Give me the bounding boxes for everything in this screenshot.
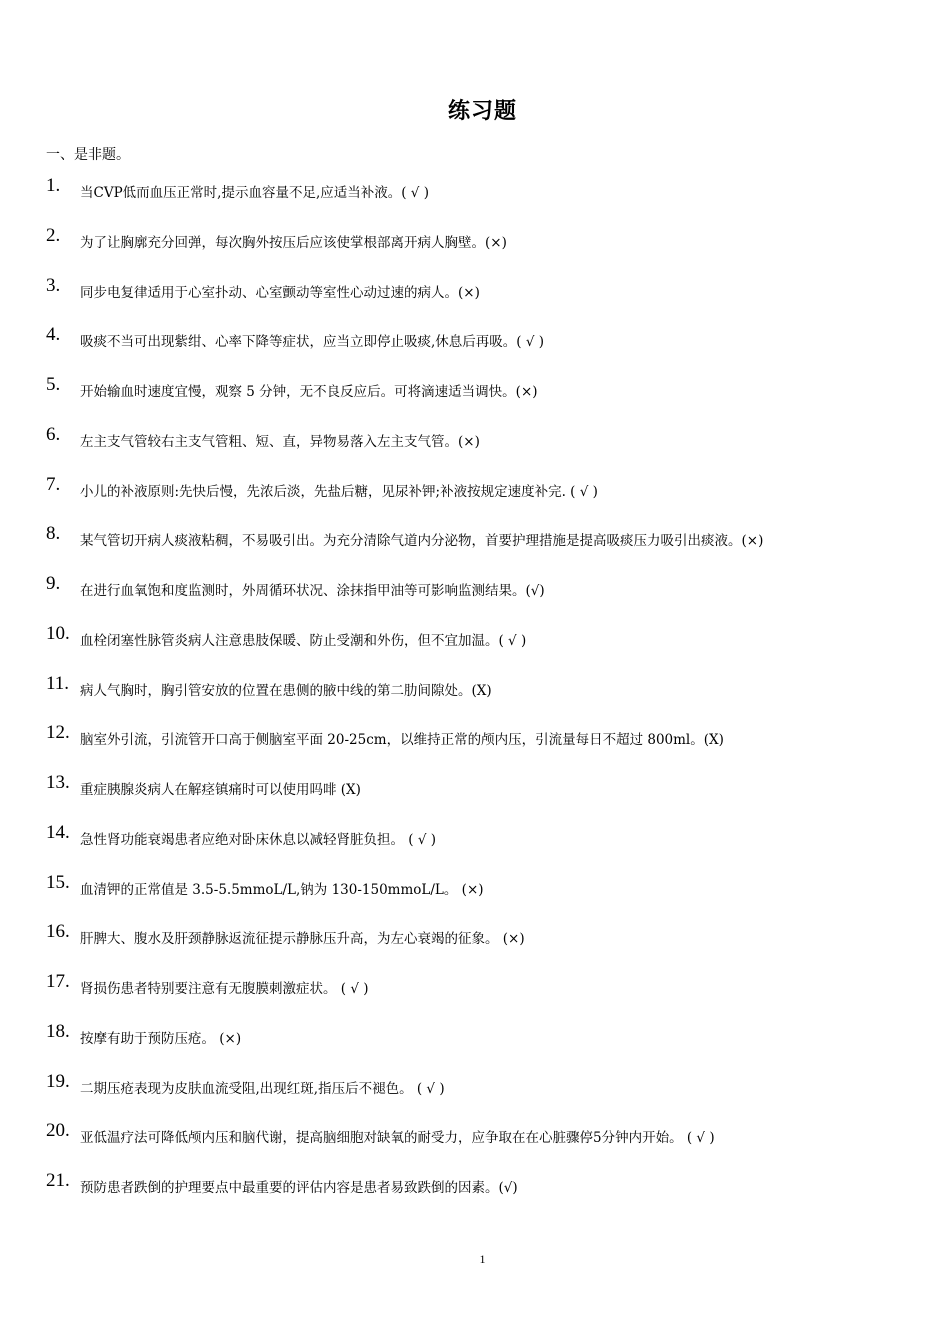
question-item bbox=[0, 270, 950, 320]
question-text: 脑室外引流，引流管开口高于侧脑室平面 20-25cm，以维持正常的颅内压，引流量每日不超过 800ml。(X) bbox=[80, 732, 724, 749]
question-item bbox=[0, 319, 950, 369]
question-text: 二期压疮表现为皮肤血流受阻,出现红斑,指压后不褪色。 ( √ ) bbox=[80, 1080, 445, 1097]
question-list bbox=[0, 170, 950, 1215]
question-number: 7. bbox=[46, 473, 61, 495]
question-text: 预防患者跌倒的护理要点中最重要的评估内容是患者易致跌倒的因素。(√) bbox=[80, 1180, 518, 1196]
question-item bbox=[0, 469, 950, 519]
question-number: 15. bbox=[46, 871, 70, 893]
question-item bbox=[0, 1016, 950, 1066]
question-text: 按摩有助于预防压疮。 (×) bbox=[80, 1030, 242, 1047]
question-number: 21. bbox=[46, 1170, 70, 1191]
question-number: 11. bbox=[46, 672, 70, 694]
question-number: 10. bbox=[46, 622, 70, 644]
question-text: 急性肾功能衰竭患者应绝对卧床休息以减轻肾脏负担。 ( √ ) bbox=[80, 831, 437, 848]
question-item bbox=[0, 170, 950, 220]
question-text: 肾损伤患者特别要注意有无腹膜刺激症状。 ( √ ) bbox=[80, 981, 369, 997]
question-text: 血栓闭塞性脉管炎病人注意患肢保暖、防止受潮和外伤，但不宜加温。( √ ) bbox=[80, 632, 527, 649]
question-item bbox=[0, 916, 950, 966]
question-number: 1. bbox=[46, 175, 61, 196]
question-number: 14. bbox=[46, 821, 70, 843]
question-number: 19. bbox=[46, 1070, 70, 1092]
question-item bbox=[0, 518, 950, 568]
question-item bbox=[0, 618, 950, 668]
question-text: 当CVP低而血压正常时,提示血容量不足,应适当补液。( √ ) bbox=[80, 185, 429, 201]
page-title: 练习题 bbox=[447, 99, 517, 124]
question-text: 为了让胸廓充分回弹，每次胸外按压后应该使掌根部离开病人胸壁。(×) bbox=[80, 234, 507, 251]
question-item bbox=[0, 668, 950, 718]
question-item bbox=[0, 419, 950, 469]
question-number: 20. bbox=[46, 1120, 70, 1142]
question-text: 同步电复律适用于心室扑动、心室颤动等室性心动过速的病人。(×) bbox=[80, 284, 480, 301]
page-number: 1 bbox=[479, 1252, 486, 1266]
question-number: 3. bbox=[46, 274, 61, 296]
question-number: 8. bbox=[46, 523, 61, 545]
question-number: 4. bbox=[46, 324, 61, 346]
question-item bbox=[0, 369, 950, 419]
question-item bbox=[0, 1115, 950, 1165]
question-number: 17. bbox=[46, 971, 70, 992]
question-item bbox=[0, 1165, 950, 1215]
question-text: 吸痰不当可出现紫绀、心率下降等症状，应当立即停止吸痰,休息后再吸。( √ ) bbox=[80, 334, 545, 351]
question-text: 肝脾大、腹水及肝颈静脉返流征提示静脉压升高，为左心衰竭的征象。 (×) bbox=[80, 931, 525, 948]
question-number: 9. bbox=[46, 573, 61, 594]
question-text: 亚低温疗法可降低颅内压和脑代谢，提高脑细胞对缺氧的耐受力，应争取在在心脏骤停5分钟内开始。 ( √ ) bbox=[80, 1130, 715, 1147]
question-text: 左主支气管较右主支气管粗、短、直，异物易落入左主支气管。(×) bbox=[80, 433, 480, 450]
question-text: 病人气胸时，胸引管安放的位置在患侧的腋中线的第二肋间隙处。(X) bbox=[80, 682, 492, 699]
question-number: 13. bbox=[46, 772, 70, 793]
question-item bbox=[0, 220, 950, 270]
section-heading: 一、是非题。 bbox=[46, 147, 130, 163]
question-item bbox=[0, 717, 950, 767]
question-text: 小儿的补液原则:先快后慢，先浓后淡，先盐后糖，见尿补钾;补液按规定速度补完. ( √ ) bbox=[80, 483, 598, 500]
question-number: 18. bbox=[46, 1020, 70, 1042]
question-number: 5. bbox=[46, 374, 61, 395]
question-item bbox=[0, 568, 950, 618]
question-number: 2. bbox=[46, 224, 61, 246]
question-text: 开始输血时速度宜慢，观察 5 分钟，无不良反应后。可将滴速适当调快。(×) bbox=[80, 384, 538, 400]
question-text: 某气管切开病人痰液粘稠，不易吸引出。为充分清除气道内分泌物，首要护理措施是提高吸痰压力吸引出痰液。(×) bbox=[80, 533, 764, 550]
question-item bbox=[0, 767, 950, 817]
question-text: 重症胰腺炎病人在解痉镇痛时可以使用吗啡 (X) bbox=[80, 782, 361, 798]
question-text: 血清钾的正常值是 3.5-5.5mmoL/L,钠为 130-150mmoL/L。 (×) bbox=[80, 881, 484, 898]
question-number: 6. bbox=[46, 423, 61, 445]
question-number: 12. bbox=[46, 722, 70, 744]
question-item bbox=[0, 1066, 950, 1116]
question-item bbox=[0, 966, 950, 1016]
question-item bbox=[0, 817, 950, 867]
question-text: 在进行血氧饱和度监测时，外周循环状况、涂抹指甲油等可影响监测结果。(√) bbox=[80, 583, 545, 599]
question-item bbox=[0, 867, 950, 917]
question-number: 16. bbox=[46, 921, 70, 943]
